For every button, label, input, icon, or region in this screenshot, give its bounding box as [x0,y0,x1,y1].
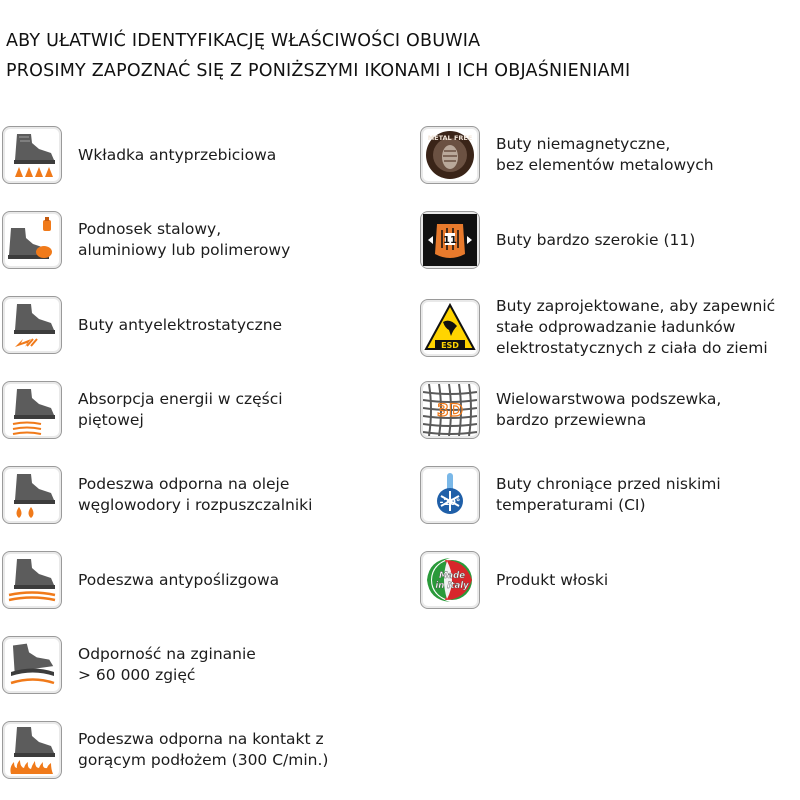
feature-item [2,466,312,524]
made-in-italy-icon [420,551,480,609]
feature-item [2,636,256,694]
boot-antislip-icon [2,551,62,609]
boot-heel-energy-icon [2,381,62,439]
feature-item [420,296,775,359]
svg-text:-20°: -20° [439,498,461,508]
header-line-1: ABY UŁATWIĆ IDENTYFIKACJĘ WŁAŚCIWOŚCI OBUWIA [6,31,481,51]
feature-label: Buty bardzo szerokie (11) [496,230,696,249]
svg-text:3D: 3D [437,401,463,421]
feature-item [420,381,721,439]
feature-label: Odporność na zginanie > 60 000 zgięć [78,645,256,684]
cold-insulation-icon [420,466,480,524]
3d-mesh-icon [420,381,480,439]
page-header [6,26,630,86]
feature-label: Buty antyelektrostatyczne [78,315,283,334]
header-line-2: PROSIMY ZAPOZNAĆ SIĘ Z PONIŻSZYMI IKONAMI I ICH OBJAŚNIENIAMI [6,61,631,81]
feature-label: Podeszwa antypoślizgowa [78,570,280,589]
svg-text:METAL FREE: METAL FREE [427,134,473,142]
feature-label: Buty chroniące przed niskimi temperaturami (CI) [496,475,721,514]
boot-heat-resistant-icon [2,721,62,779]
feature-label: Wkładka antyprzebiciowa [78,145,277,164]
boot-flex-icon [2,636,62,694]
feature-item [420,466,721,524]
boot-oil-resistant-icon [2,466,62,524]
feature-item [2,381,283,439]
feature-label: Podeszwa odporna na oleje węglowodory i rozpuszczalniki [78,475,313,514]
svg-text:in Italy: in Italy [435,581,469,591]
feature-item [2,126,276,184]
feature-item [2,211,290,269]
feature-item [2,721,328,779]
feature-item [420,551,608,609]
svg-text:Made: Made [438,571,466,581]
feature-item [420,126,714,184]
feature-label: Buty niemagnetyczne, bez elementów metalowych [496,135,714,174]
boot-puncture-icon [2,126,62,184]
feature-label: Podnosek stalowy, aluminiowy lub polimerowy [78,220,291,259]
feature-label: Buty zaprojektowane, aby zapewnić stałe odprowadzanie ładunków elektrostatycznych z ciała do ziemi [496,297,776,357]
boot-antistatic-icon [2,296,62,354]
feature-item [2,551,279,609]
esd-icon [420,299,480,357]
feature-label: Absorpcja energii w części piętowej [78,390,283,429]
svg-text:11: 11 [443,235,457,246]
svg-text:ESD: ESD [441,340,459,350]
feature-item [420,211,695,269]
feature-label: Produkt włoski [496,570,609,589]
boot-steel-toe-icon [2,211,62,269]
feature-label: Podeszwa odporna na kontakt z gorącym podłożem (300 C/min.) [78,730,329,769]
feature-item [2,296,282,354]
extra-wide-icon [420,211,480,269]
feature-label: Wielowarstwowa podszewka, bardzo przewiewna [496,390,722,429]
metal-free-icon [420,126,480,184]
